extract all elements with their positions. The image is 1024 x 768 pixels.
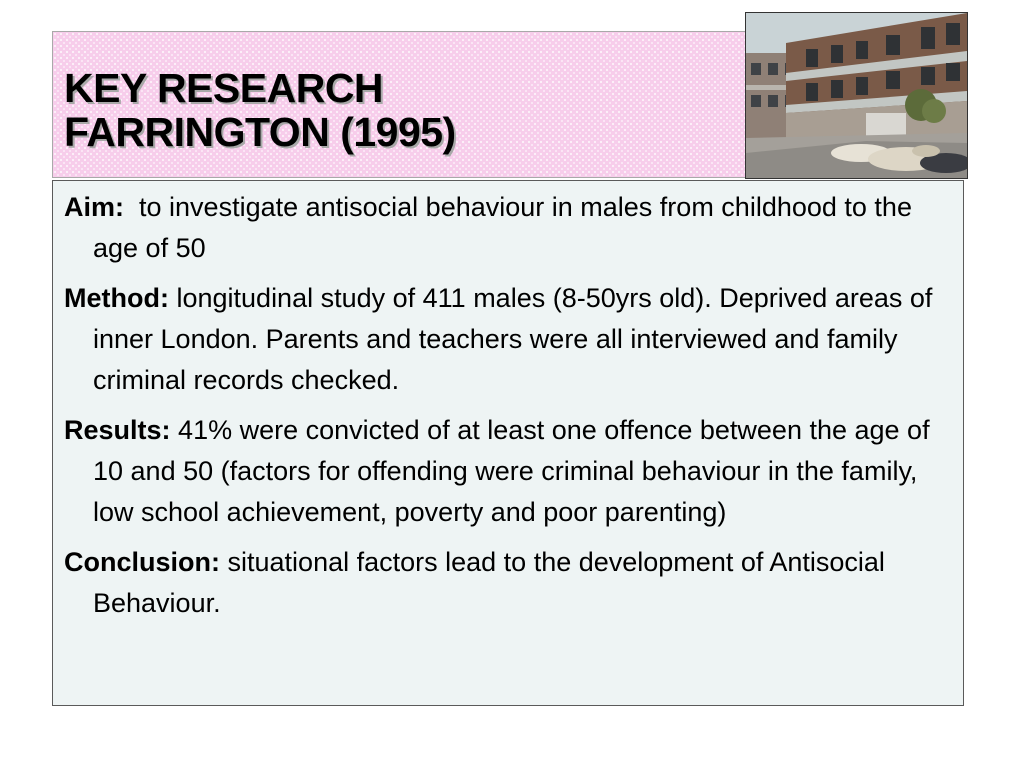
title-line-1: KEY RESEARCH [64,65,384,111]
research-summary [64,187,956,633]
conclusion-paragraph [64,542,956,624]
housing-estate-photo [745,12,968,179]
conclusion-text: situational factors lead to the development of Antisocial Behaviour. [93,547,885,618]
method-label: Method: [64,283,169,313]
results-text: 41% were convicted of at least one offence between the age of 10 and 50 (factors for offending were criminal behaviour in the family, low school achievement, poverty and poor parenting) [93,415,930,527]
conclusion-label: Conclusion: [64,547,220,577]
aim-label: Aim: [64,192,124,222]
slide-title [64,66,456,154]
method-paragraph [64,278,956,401]
aim-paragraph [64,187,956,269]
title-line-2: FARRINGTON (1995) [64,109,456,155]
method-text: longitudinal study of 411 males (8-50yrs old). Deprived areas of inner London. Parents and teachers were all interviewed and family criminal records checked. [93,283,933,395]
results-paragraph [64,410,956,533]
aim-text: to investigate antisocial behaviour in males from childhood to the age of 50 [93,192,912,263]
results-label: Results: [64,415,171,445]
